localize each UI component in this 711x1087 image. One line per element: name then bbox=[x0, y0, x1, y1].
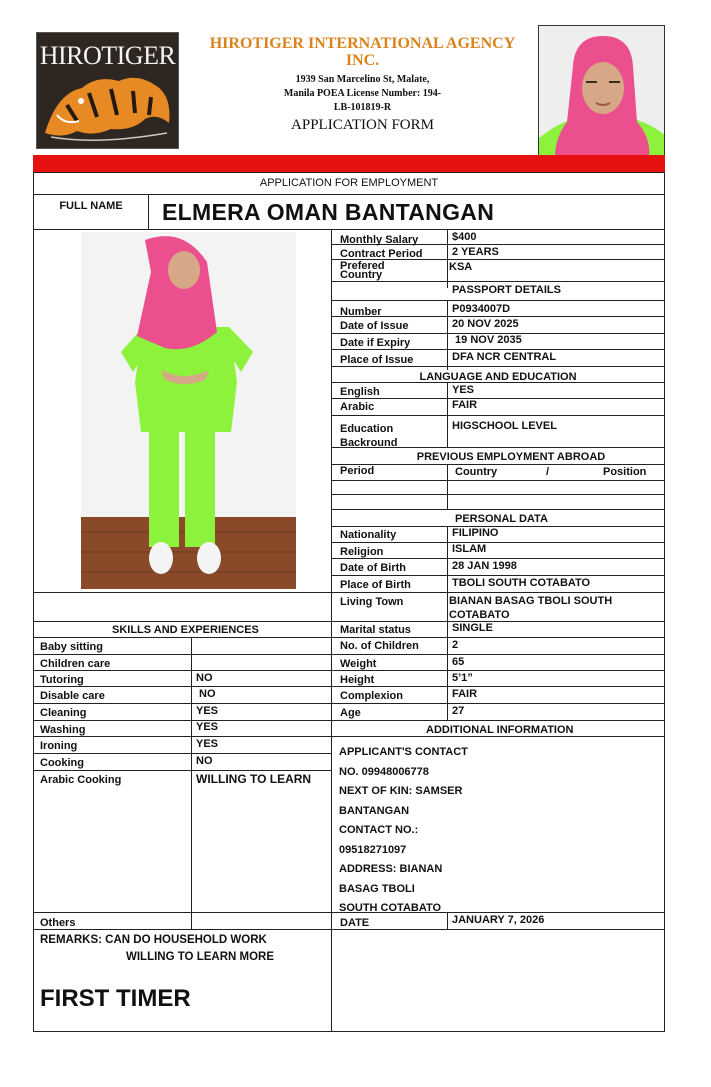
place-of-issue-label: Place of Issue bbox=[340, 354, 414, 366]
form-title: APPLICATION FORM bbox=[291, 117, 434, 133]
skill-label-arabic-cooking: Arabic Cooking bbox=[40, 774, 122, 786]
passport-details-heading: PASSPORT DETAILS bbox=[452, 284, 561, 296]
previous-employment-heading: PREVIOUS EMPLOYMENT ABROAD bbox=[416, 451, 606, 463]
preferred-country-label bbox=[340, 262, 385, 280]
agency-license-line: Manila POEA License Number: 194- bbox=[283, 88, 442, 99]
contract-period-label: Contract Period bbox=[340, 248, 423, 260]
arabic-value: FAIR bbox=[452, 399, 478, 411]
agency-logo bbox=[36, 32, 179, 149]
kin-address-line2: BASAG TBOLI bbox=[339, 882, 415, 895]
contract-period-value: 2 YEARS bbox=[452, 246, 499, 258]
header-red-bar bbox=[33, 155, 665, 173]
full-body-image bbox=[81, 232, 296, 589]
marital-status-value: SINGLE bbox=[452, 622, 493, 634]
others-label: Others bbox=[40, 917, 76, 929]
complexion-value: FAIR bbox=[452, 688, 478, 700]
first-timer-note: FIRST TIMER bbox=[40, 985, 191, 1012]
preferred-country-value: KSA bbox=[449, 261, 473, 273]
applicant-headshot bbox=[538, 25, 665, 156]
section-title: APPLICATION FOR EMPLOYMENT bbox=[259, 177, 439, 189]
age-value: 27 bbox=[452, 705, 465, 717]
children-label: No. of Children bbox=[340, 640, 419, 652]
living-town-label: Living Town bbox=[340, 596, 404, 608]
preferred-country-label-line2: Country bbox=[340, 269, 383, 281]
date-value: JANUARY 7, 2026 bbox=[452, 914, 545, 926]
next-of-kin-line: NEXT OF KIN: SAMSER bbox=[339, 785, 463, 797]
headshot-image bbox=[539, 26, 665, 156]
position-label: Position bbox=[603, 466, 647, 478]
skill-value-ironing: YES bbox=[196, 738, 219, 750]
date-of-birth-label: Date of Birth bbox=[340, 562, 406, 574]
complexion-label: Complexion bbox=[340, 690, 403, 702]
skill-value-cleaning: YES bbox=[196, 705, 219, 717]
slash-separator: / bbox=[546, 466, 550, 478]
education-value: HIGSCHOOL LEVEL bbox=[452, 420, 557, 432]
living-town-line2: COTABATO bbox=[449, 609, 510, 621]
skill-value-tutoring: NO bbox=[196, 672, 213, 684]
preferred-country-label-line1: Prefered bbox=[340, 260, 385, 272]
living-town-value bbox=[449, 594, 612, 622]
agency-name: HIROTIGER INTERNATIONAL AGENCY bbox=[209, 35, 516, 52]
agency-address-line: 1939 San Marcelino St, Malate, bbox=[295, 74, 430, 85]
skill-value-washing: YES bbox=[196, 721, 219, 733]
country-label: Country bbox=[455, 466, 498, 478]
date-label: DATE bbox=[340, 917, 370, 929]
place-of-birth-value: TBOLI SOUTH COTABATO bbox=[452, 577, 591, 589]
remarks-line1: REMARKS: CAN DO HOUSEHOLD WORK bbox=[40, 934, 267, 946]
skill-label-ironing: Ironing bbox=[40, 740, 78, 752]
full-name-value: ELMERA OMAN BANTANGAN bbox=[162, 199, 495, 225]
religion-value: ISLAM bbox=[452, 543, 487, 555]
kin-contact-number: 09518271097 bbox=[339, 843, 407, 856]
skill-label-baby-sitting: Baby sitting bbox=[40, 641, 103, 653]
date-of-expiry-value: 19 NOV 2035 bbox=[452, 334, 522, 346]
children-value: 2 bbox=[452, 639, 459, 651]
tiger-icon bbox=[37, 33, 179, 149]
skill-value-disable-care: NO bbox=[196, 688, 216, 700]
skill-label-cleaning: Cleaning bbox=[40, 707, 87, 719]
date-of-birth-value: 28 JAN 1998 bbox=[452, 560, 517, 572]
monthly-salary-value: $400 bbox=[452, 231, 477, 243]
date-of-expiry-label: Date if Expiry bbox=[340, 337, 411, 349]
skill-label-washing: Washing bbox=[40, 724, 86, 736]
religion-label: Religion bbox=[340, 546, 384, 558]
english-value: YES bbox=[452, 384, 475, 396]
remarks-line2: WILLING TO LEARN MORE bbox=[126, 951, 275, 963]
english-label: English bbox=[340, 386, 380, 398]
personal-data-heading: PERSONAL DATA bbox=[455, 513, 548, 525]
agency-license-number: LB-101819-R bbox=[333, 102, 392, 113]
monthly-salary-label: Monthly Salary bbox=[340, 234, 419, 246]
skill-value-cooking: NO bbox=[196, 755, 213, 767]
language-education-heading: LANGUAGE AND EDUCATION bbox=[419, 371, 577, 383]
kin-address-line3: SOUTH COTABATO bbox=[339, 902, 442, 914]
additional-info-block bbox=[339, 743, 468, 919]
full-name-label: FULL NAME bbox=[59, 200, 123, 212]
kin-address-line1: ADDRESS: BIANAN bbox=[339, 863, 443, 875]
weight-label: Weight bbox=[340, 658, 377, 670]
additional-info-heading: ADDITIONAL INFORMATION bbox=[426, 724, 574, 736]
skill-label-cooking: Cooking bbox=[40, 757, 84, 769]
education-label-line1: Education bbox=[340, 423, 394, 435]
applicant-contact-number: NO. 09948006778 bbox=[339, 765, 429, 778]
nationality-value: FILIPINO bbox=[452, 527, 499, 539]
skill-value-arabic-cooking: WILLING TO LEARN bbox=[196, 772, 312, 786]
applicant-contact-line: APPLICANT'S CONTACT bbox=[339, 746, 468, 758]
date-of-issue-value: 20 NOV 2025 bbox=[452, 318, 519, 330]
skill-label-children-care: Children care bbox=[40, 658, 111, 670]
education-label bbox=[340, 422, 397, 450]
date-of-issue-label: Date of Issue bbox=[340, 320, 409, 332]
place-of-issue-value: DFA NCR CENTRAL bbox=[452, 351, 557, 363]
arabic-label: Arabic bbox=[340, 401, 375, 413]
skill-label-tutoring: Tutoring bbox=[40, 674, 84, 686]
education-label-line2: Backround bbox=[340, 437, 398, 449]
living-town-line1: BIANAN BASAG TBOLI SOUTH bbox=[449, 595, 613, 607]
nationality-label: Nationality bbox=[340, 529, 397, 541]
marital-status-label: Marital status bbox=[340, 624, 411, 636]
applicant-full-body-photo bbox=[81, 232, 296, 589]
next-of-kin-surname: BANTANGAN bbox=[339, 804, 410, 817]
logo-text: HIROTIGER bbox=[39, 41, 176, 70]
skill-label-disable-care: Disable care bbox=[40, 690, 105, 702]
skills-heading: SKILLS AND EXPERIENCES bbox=[112, 624, 259, 636]
weight-value: 65 bbox=[452, 656, 465, 668]
period-label: Period bbox=[340, 465, 375, 477]
height-value: 5’1” bbox=[452, 672, 473, 684]
passport-number-value: P0934007D bbox=[452, 303, 511, 315]
passport-number-label: Number bbox=[340, 306, 382, 318]
agency-name-suffix: INC. bbox=[345, 52, 380, 69]
height-label: Height bbox=[340, 674, 375, 686]
place-of-birth-label: Place of Birth bbox=[340, 579, 411, 591]
kin-contact-label: CONTACT NO.: bbox=[339, 824, 419, 836]
age-label: Age bbox=[340, 707, 361, 719]
